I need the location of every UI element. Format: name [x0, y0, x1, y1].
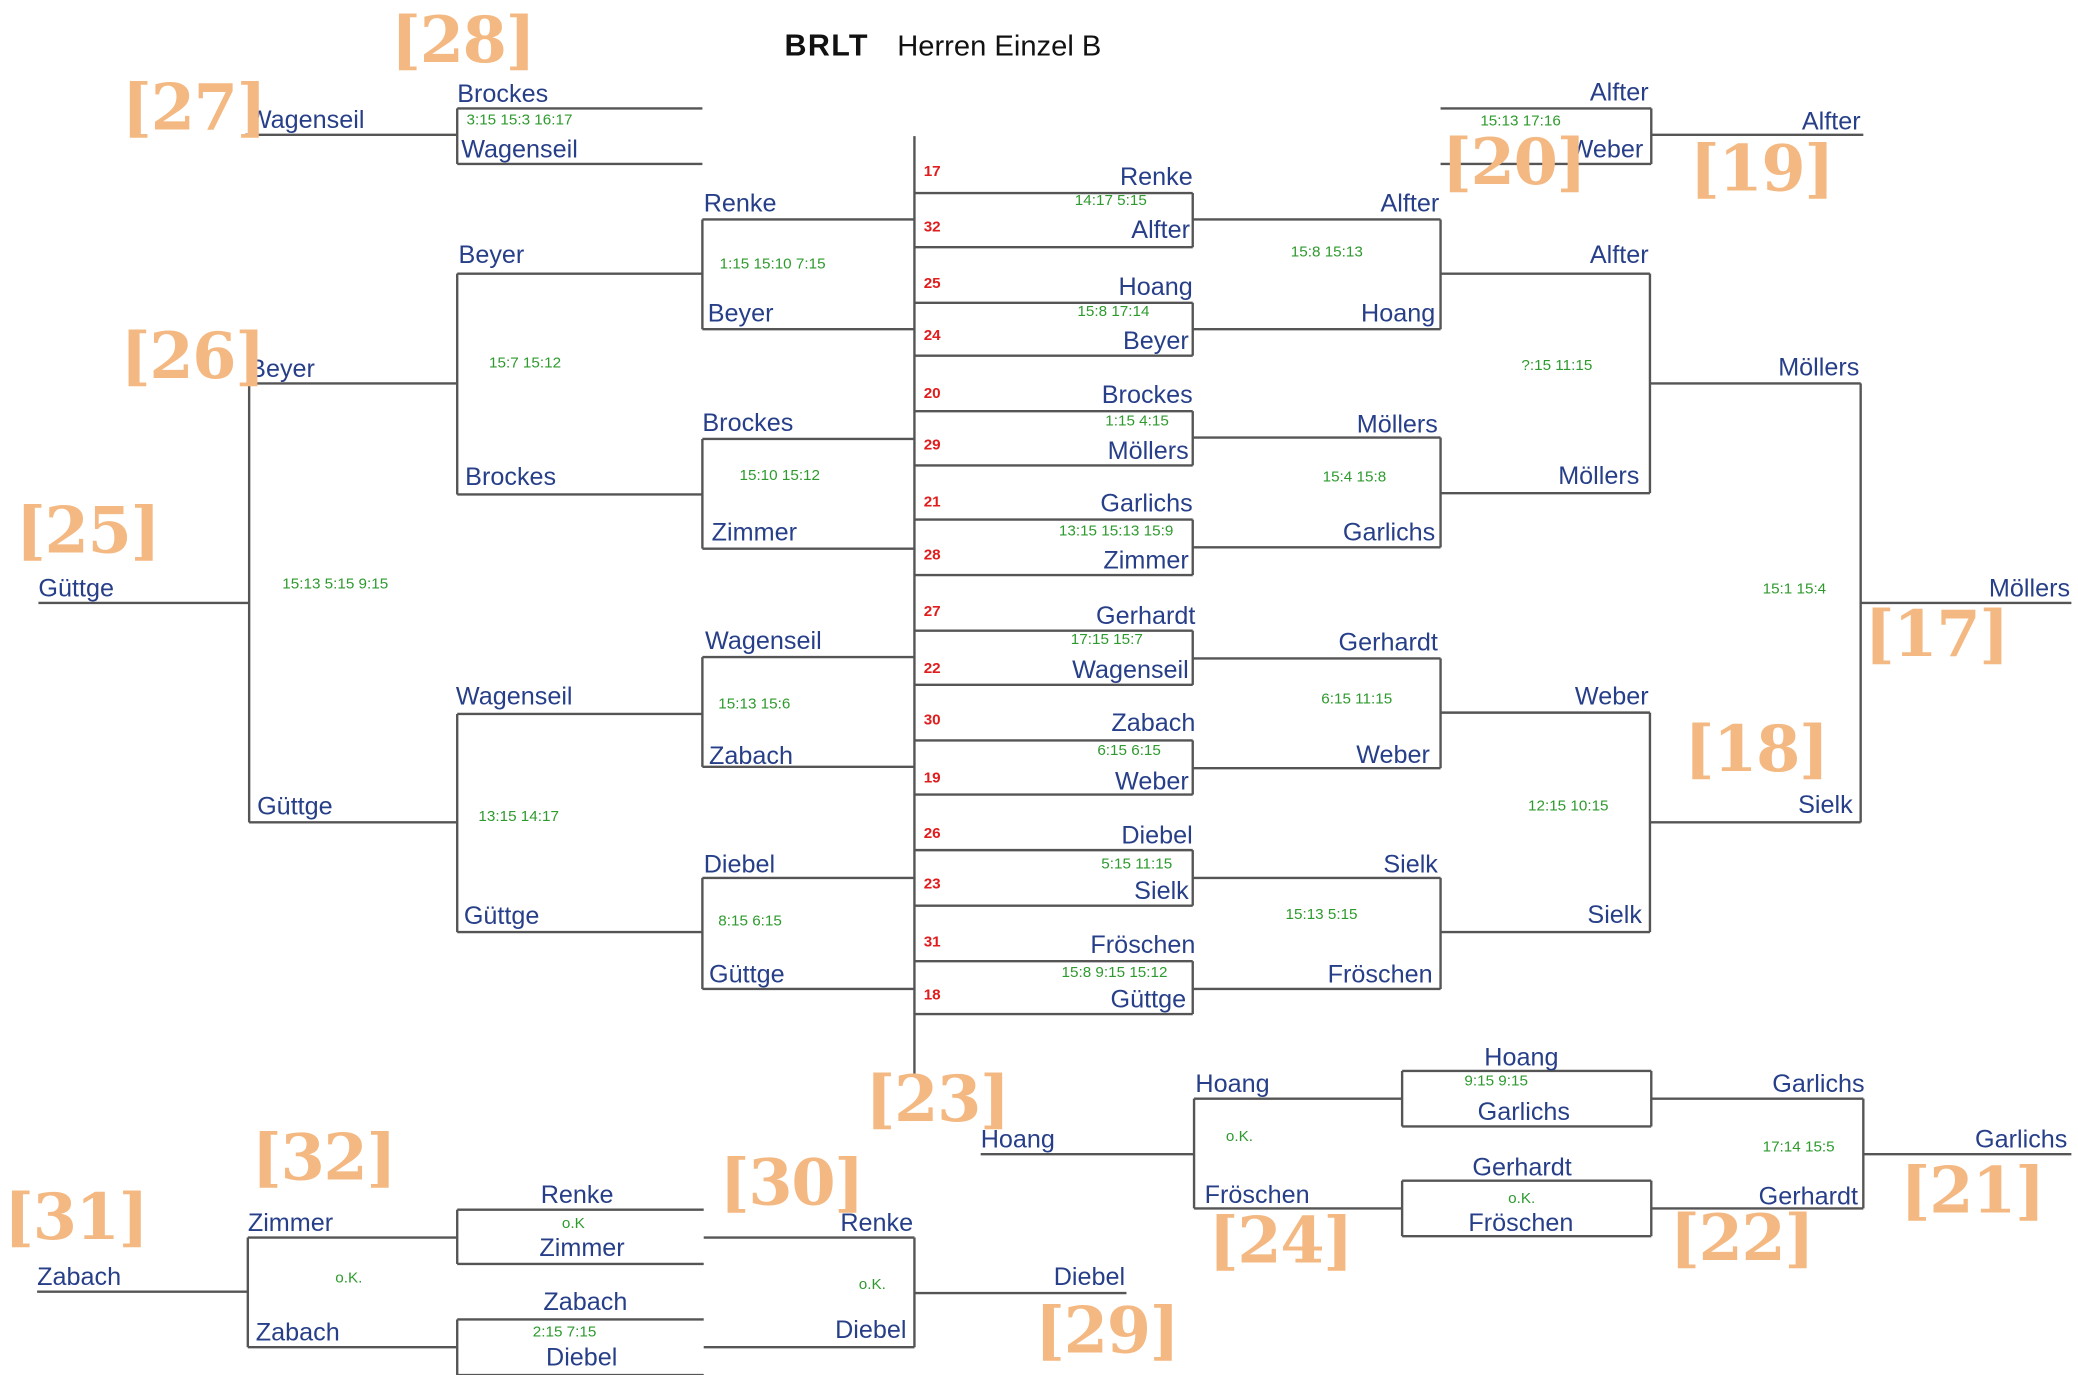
match-score: o.K — [561, 1216, 585, 1233]
player-name: Zabach — [543, 1289, 628, 1317]
match-score: o.K. — [1508, 1191, 1536, 1208]
match-score: 1:15 15:10 7:15 — [719, 256, 826, 273]
match-score: 12:15 10:15 — [1528, 798, 1609, 815]
player-name: Zimmer — [1103, 547, 1189, 576]
place-label: [22] — [1669, 1201, 1814, 1276]
player-name: Alfter — [1131, 216, 1191, 245]
seed-number: 18 — [923, 987, 941, 1004]
player-name: Sielk — [1587, 901, 1642, 930]
player-name: Brockes — [1101, 382, 1193, 410]
match-score: 17:15 15:7 — [1070, 631, 1143, 648]
player-name: Brockes — [702, 409, 794, 438]
player-name: Brockes — [465, 464, 557, 492]
player-name: Sielk — [1134, 877, 1189, 906]
seed-number: 28 — [923, 547, 941, 564]
match-score: 14:17 5:15 — [1074, 193, 1147, 209]
player-name: Diebel — [1053, 1263, 1126, 1292]
player-name: Zabach — [37, 1263, 122, 1292]
player-name: Hoang — [1361, 300, 1436, 328]
seed-number: 24 — [923, 327, 941, 344]
seed-number: 32 — [923, 219, 941, 236]
match-score: 15:13 17:16 — [1480, 113, 1561, 130]
place-label: [19] — [1689, 132, 1834, 207]
title-event: Herren Einzel B — [897, 29, 1102, 63]
match-score: 15:10 15:12 — [739, 468, 821, 484]
player-name: Sielk — [1383, 851, 1438, 880]
place-label: [18] — [1684, 712, 1828, 787]
place-label: [25] — [15, 494, 160, 569]
match-score: 13:15 14:17 — [478, 809, 559, 826]
seed-number: 30 — [923, 712, 941, 729]
place-label: [31] — [3, 1180, 148, 1255]
match-score: 8:15 6:15 — [718, 913, 782, 930]
place-label: [24] — [1208, 1204, 1353, 1279]
player-name: Fröschen — [1090, 932, 1196, 960]
player-name: Diebel — [703, 851, 776, 880]
place-label: [26] — [120, 319, 265, 394]
player-name: Güttge — [709, 961, 785, 989]
place-label: [21] — [1900, 1154, 2044, 1229]
match-score: 15:13 15:6 — [718, 696, 791, 713]
player-name: Güttge — [1110, 986, 1187, 1015]
player-name: Weber — [1115, 768, 1189, 796]
seed-number: 27 — [923, 604, 941, 621]
seed-number: 23 — [923, 876, 941, 893]
player-name: Sielk — [1798, 791, 1853, 820]
match-score: 15:8 9:15 15:12 — [1061, 965, 1168, 982]
match-score: 1:15 4:15 — [1105, 413, 1169, 430]
player-name: Wagenseil — [247, 107, 365, 135]
player-name: Renke — [840, 1209, 914, 1238]
player-name: Möllers — [1988, 575, 2071, 603]
player-name: Wagenseil — [705, 628, 822, 656]
match-score: 15:4 15:8 — [1322, 469, 1387, 486]
place-label: [23] — [865, 1062, 1009, 1138]
player-name: Diebel — [835, 1316, 907, 1345]
player-name: Alfter — [1380, 190, 1440, 219]
title-brlt: BRLT — [784, 27, 869, 63]
player-name: Zimmer — [247, 1209, 334, 1238]
player-name: Alfter — [1589, 79, 1649, 108]
match-score: 5:15 11:15 — [1101, 856, 1173, 873]
player-name: Gerhardt — [1758, 1183, 1859, 1212]
player-name: Gerhardt — [1338, 629, 1438, 658]
player-name: Garlichs — [1772, 1070, 1865, 1099]
match-score: 15:1 15:4 — [1762, 581, 1827, 598]
player-name: Diebel — [1121, 822, 1193, 851]
player-name: Wagenseil — [461, 136, 578, 164]
player-name: Weber — [1574, 683, 1649, 712]
player-name: Hoang — [1484, 1044, 1559, 1073]
player-name: Alfter — [1589, 241, 1649, 270]
player-name: Garlichs — [1477, 1098, 1571, 1127]
match-score: 15:13 5:15 9:15 — [282, 576, 389, 593]
player-name: Möllers — [1356, 411, 1438, 439]
match-score: ?:15 11:15 — [1521, 358, 1593, 375]
player-name: Beyer — [458, 241, 525, 270]
place-label: [20] — [1441, 125, 1586, 200]
player-name: Beyer — [707, 300, 774, 328]
player-name: Zimmer — [539, 1234, 625, 1263]
player-name: Wagenseil — [1072, 657, 1189, 685]
player-name: Zabach — [709, 743, 794, 771]
match-score: 15:13 5:15 — [1285, 906, 1358, 923]
match-score: 15:7 15:12 — [489, 355, 562, 372]
seed-number: 20 — [923, 386, 941, 402]
player-name: Garlichs — [1342, 519, 1436, 548]
player-name: Garlichs — [1975, 1126, 2068, 1155]
player-name: Beyer — [249, 355, 315, 384]
player-name: Renke — [540, 1181, 614, 1210]
match-score: 6:15 11:15 — [1321, 691, 1393, 708]
player-name: Zabach — [1111, 709, 1196, 738]
player-name: Garlichs — [1100, 490, 1193, 519]
match-score: o.K. — [335, 1270, 363, 1287]
player-name: Fröschen — [1204, 1181, 1310, 1210]
player-name: Möllers — [1778, 354, 1860, 383]
player-name: Hoang — [1195, 1070, 1270, 1099]
player-name: Renke — [703, 190, 777, 219]
seed-number: 21 — [923, 494, 941, 511]
player-name: Diebel — [546, 1344, 618, 1373]
match-score: o.K. — [858, 1277, 886, 1294]
match-score: 15:8 17:14 — [1077, 304, 1150, 320]
player-name: Fröschen — [1468, 1209, 1574, 1238]
seed-number: 29 — [923, 437, 941, 454]
place-label: [28] — [390, 3, 535, 79]
player-name: Zimmer — [711, 519, 797, 548]
place-label: [17] — [1864, 597, 2009, 672]
player-name: Renke — [1119, 163, 1193, 192]
seed-number: 31 — [923, 934, 941, 951]
match-score: 13:15 15:13 15:9 — [1058, 523, 1174, 540]
player-name: Weber — [1356, 741, 1430, 770]
seed-number: 25 — [923, 276, 941, 293]
place-label: [30] — [719, 1146, 864, 1221]
player-name: Fröschen — [1327, 961, 1433, 989]
place-label: [32] — [251, 1121, 396, 1196]
player-name: Alfter — [1801, 108, 1861, 137]
player-name: Möllers — [1558, 462, 1640, 491]
player-name: Brockes — [457, 80, 549, 109]
place-label: [27] — [121, 71, 266, 146]
match-score: 3:15 15:3 16:17 — [466, 112, 573, 129]
player-name: Hoang — [980, 1126, 1055, 1155]
player-name: Güttge — [463, 903, 540, 931]
player-name: Gerhardt — [1096, 602, 1196, 631]
player-name: Güttge — [38, 575, 115, 603]
player-name: Gerhardt — [1472, 1154, 1572, 1182]
match-score: 17:14 15:5 — [1762, 1139, 1835, 1156]
player-name: Wagenseil — [455, 683, 573, 712]
player-name: Güttge — [257, 793, 333, 822]
player-name: Zabach — [255, 1319, 340, 1348]
match-score: 6:15 6:15 — [1097, 743, 1161, 759]
player-name: Möllers — [1107, 437, 1189, 466]
seed-number: 26 — [923, 826, 941, 843]
match-score: 9:15 9:15 — [1464, 1073, 1528, 1090]
seed-number: 19 — [923, 770, 941, 787]
match-score: o.K. — [1225, 1129, 1253, 1145]
seed-number: 17 — [923, 163, 941, 180]
player-name: Weber — [1569, 136, 1644, 164]
player-name: Hoang — [1118, 273, 1193, 302]
player-name: Beyer — [1122, 327, 1189, 356]
place-label: [29] — [1035, 1294, 1179, 1369]
match-score: 15:8 15:13 — [1290, 244, 1363, 261]
match-score: 2:15 7:15 — [532, 1324, 597, 1341]
seed-number: 22 — [923, 661, 941, 677]
